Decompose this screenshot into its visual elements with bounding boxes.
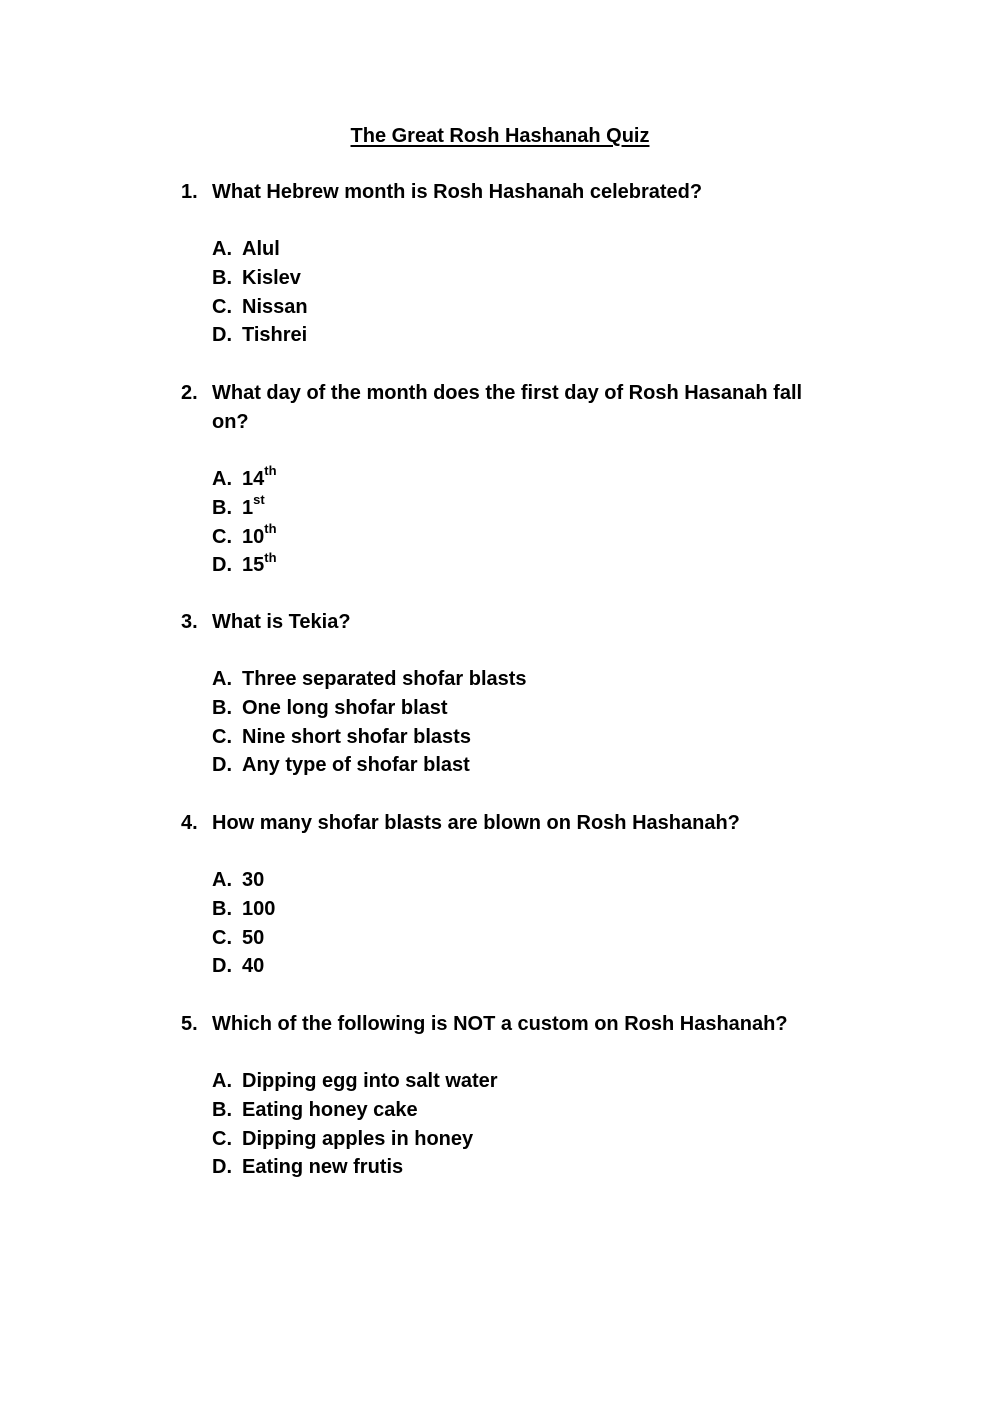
option-d[interactable] [212,952,841,981]
option-a[interactable] [212,235,841,264]
question-text: Which of the following is NOT a custom on Rosh Hashanah? [212,1013,788,1035]
option-letter: B. [212,696,232,719]
option-d[interactable] [212,321,841,350]
option-b[interactable] [212,694,841,723]
option-letter: A. [212,238,232,260]
option-text: Alul [242,238,280,260]
option-b[interactable] [212,494,841,523]
option-a[interactable] [212,665,841,694]
option-list [181,665,841,780]
option-list [181,465,841,580]
option-c[interactable] [212,293,841,322]
option-letter: D. [212,324,232,347]
option-a[interactable] [212,866,841,895]
option-d[interactable] [212,751,841,780]
question-number: 5. [181,1013,198,1035]
ordinal-suffix: st [253,492,265,508]
ordinal-suffix: th [264,520,277,536]
option-text: Tishrei [242,324,308,347]
option-letter: D. [212,754,232,777]
option-text: 30 [242,869,265,891]
option-a[interactable] [212,1067,841,1096]
option-a[interactable] [212,465,841,494]
question-number: 4. [181,812,198,834]
option-b[interactable] [212,264,841,293]
option-letter: B. [212,1098,232,1121]
option-list [181,866,841,981]
option-letter: C. [212,1127,232,1150]
question-1 [181,178,841,350]
option-letter: B. [212,496,232,519]
option-letter: B. [212,266,232,289]
option-letter: B. [212,897,232,920]
option-text: Three separated shofar blasts [242,668,527,690]
quiz-title: The Great Rosh Hashanah Quiz [350,125,650,147]
option-c[interactable] [212,723,841,752]
option-text: Kislev [242,266,301,289]
option-c[interactable] [212,520,841,552]
option-text: 40 [242,955,265,978]
option-letter: C. [212,295,232,318]
question-2 [181,379,841,580]
option-list [181,1067,841,1182]
option-text: 1 [242,496,254,519]
option-text: Dipping apples in honey [242,1127,474,1150]
option-text: 14 [242,468,265,490]
option-letter: A. [212,468,232,490]
question-number: 2. [181,382,198,404]
option-text: Eating new frutis [242,1156,404,1179]
option-letter: D. [212,554,232,577]
option-letter: A. [212,1070,232,1092]
option-text: One long shofar blast [242,696,448,719]
option-text: Dipping egg into salt water [242,1070,498,1092]
option-letter: C. [212,725,232,748]
option-text: Nine short shofar blasts [242,725,471,748]
option-text: 100 [242,897,276,920]
option-d[interactable] [212,551,841,580]
option-letter: A. [212,668,232,690]
question-text: What is Tekia? [212,611,351,633]
option-letter: C. [212,926,232,949]
option-b[interactable] [212,895,841,924]
option-text: 15 [242,554,265,577]
option-text: Eating honey cake [242,1098,418,1121]
question-5 [181,1010,841,1182]
question-text: What Hebrew month is Rosh Hashanah celebrated? [212,181,703,203]
question-number: 1. [181,181,198,203]
question-number: 3. [181,611,198,633]
option-text: Nissan [242,295,308,318]
question-text: What day of the month does the first day of Rosh Hasanah fall on? [212,382,803,433]
option-text: 50 [242,926,265,949]
option-text: 10 [242,525,265,548]
ordinal-suffix: th [264,463,277,479]
option-c[interactable] [212,924,841,953]
option-letter: A. [212,869,232,891]
question-text: How many shofar blasts are blown on Rosh Hashanah? [212,812,740,834]
option-letter: D. [212,1156,232,1179]
option-list [181,235,841,350]
question-3 [181,608,841,780]
option-letter: D. [212,955,232,978]
option-d[interactable] [212,1153,841,1182]
ordinal-suffix: th [264,549,277,565]
option-b[interactable] [212,1096,841,1125]
option-letter: C. [212,525,232,548]
option-text: Any type of shofar blast [242,754,470,777]
question-4 [181,809,841,981]
option-c[interactable] [212,1125,841,1154]
